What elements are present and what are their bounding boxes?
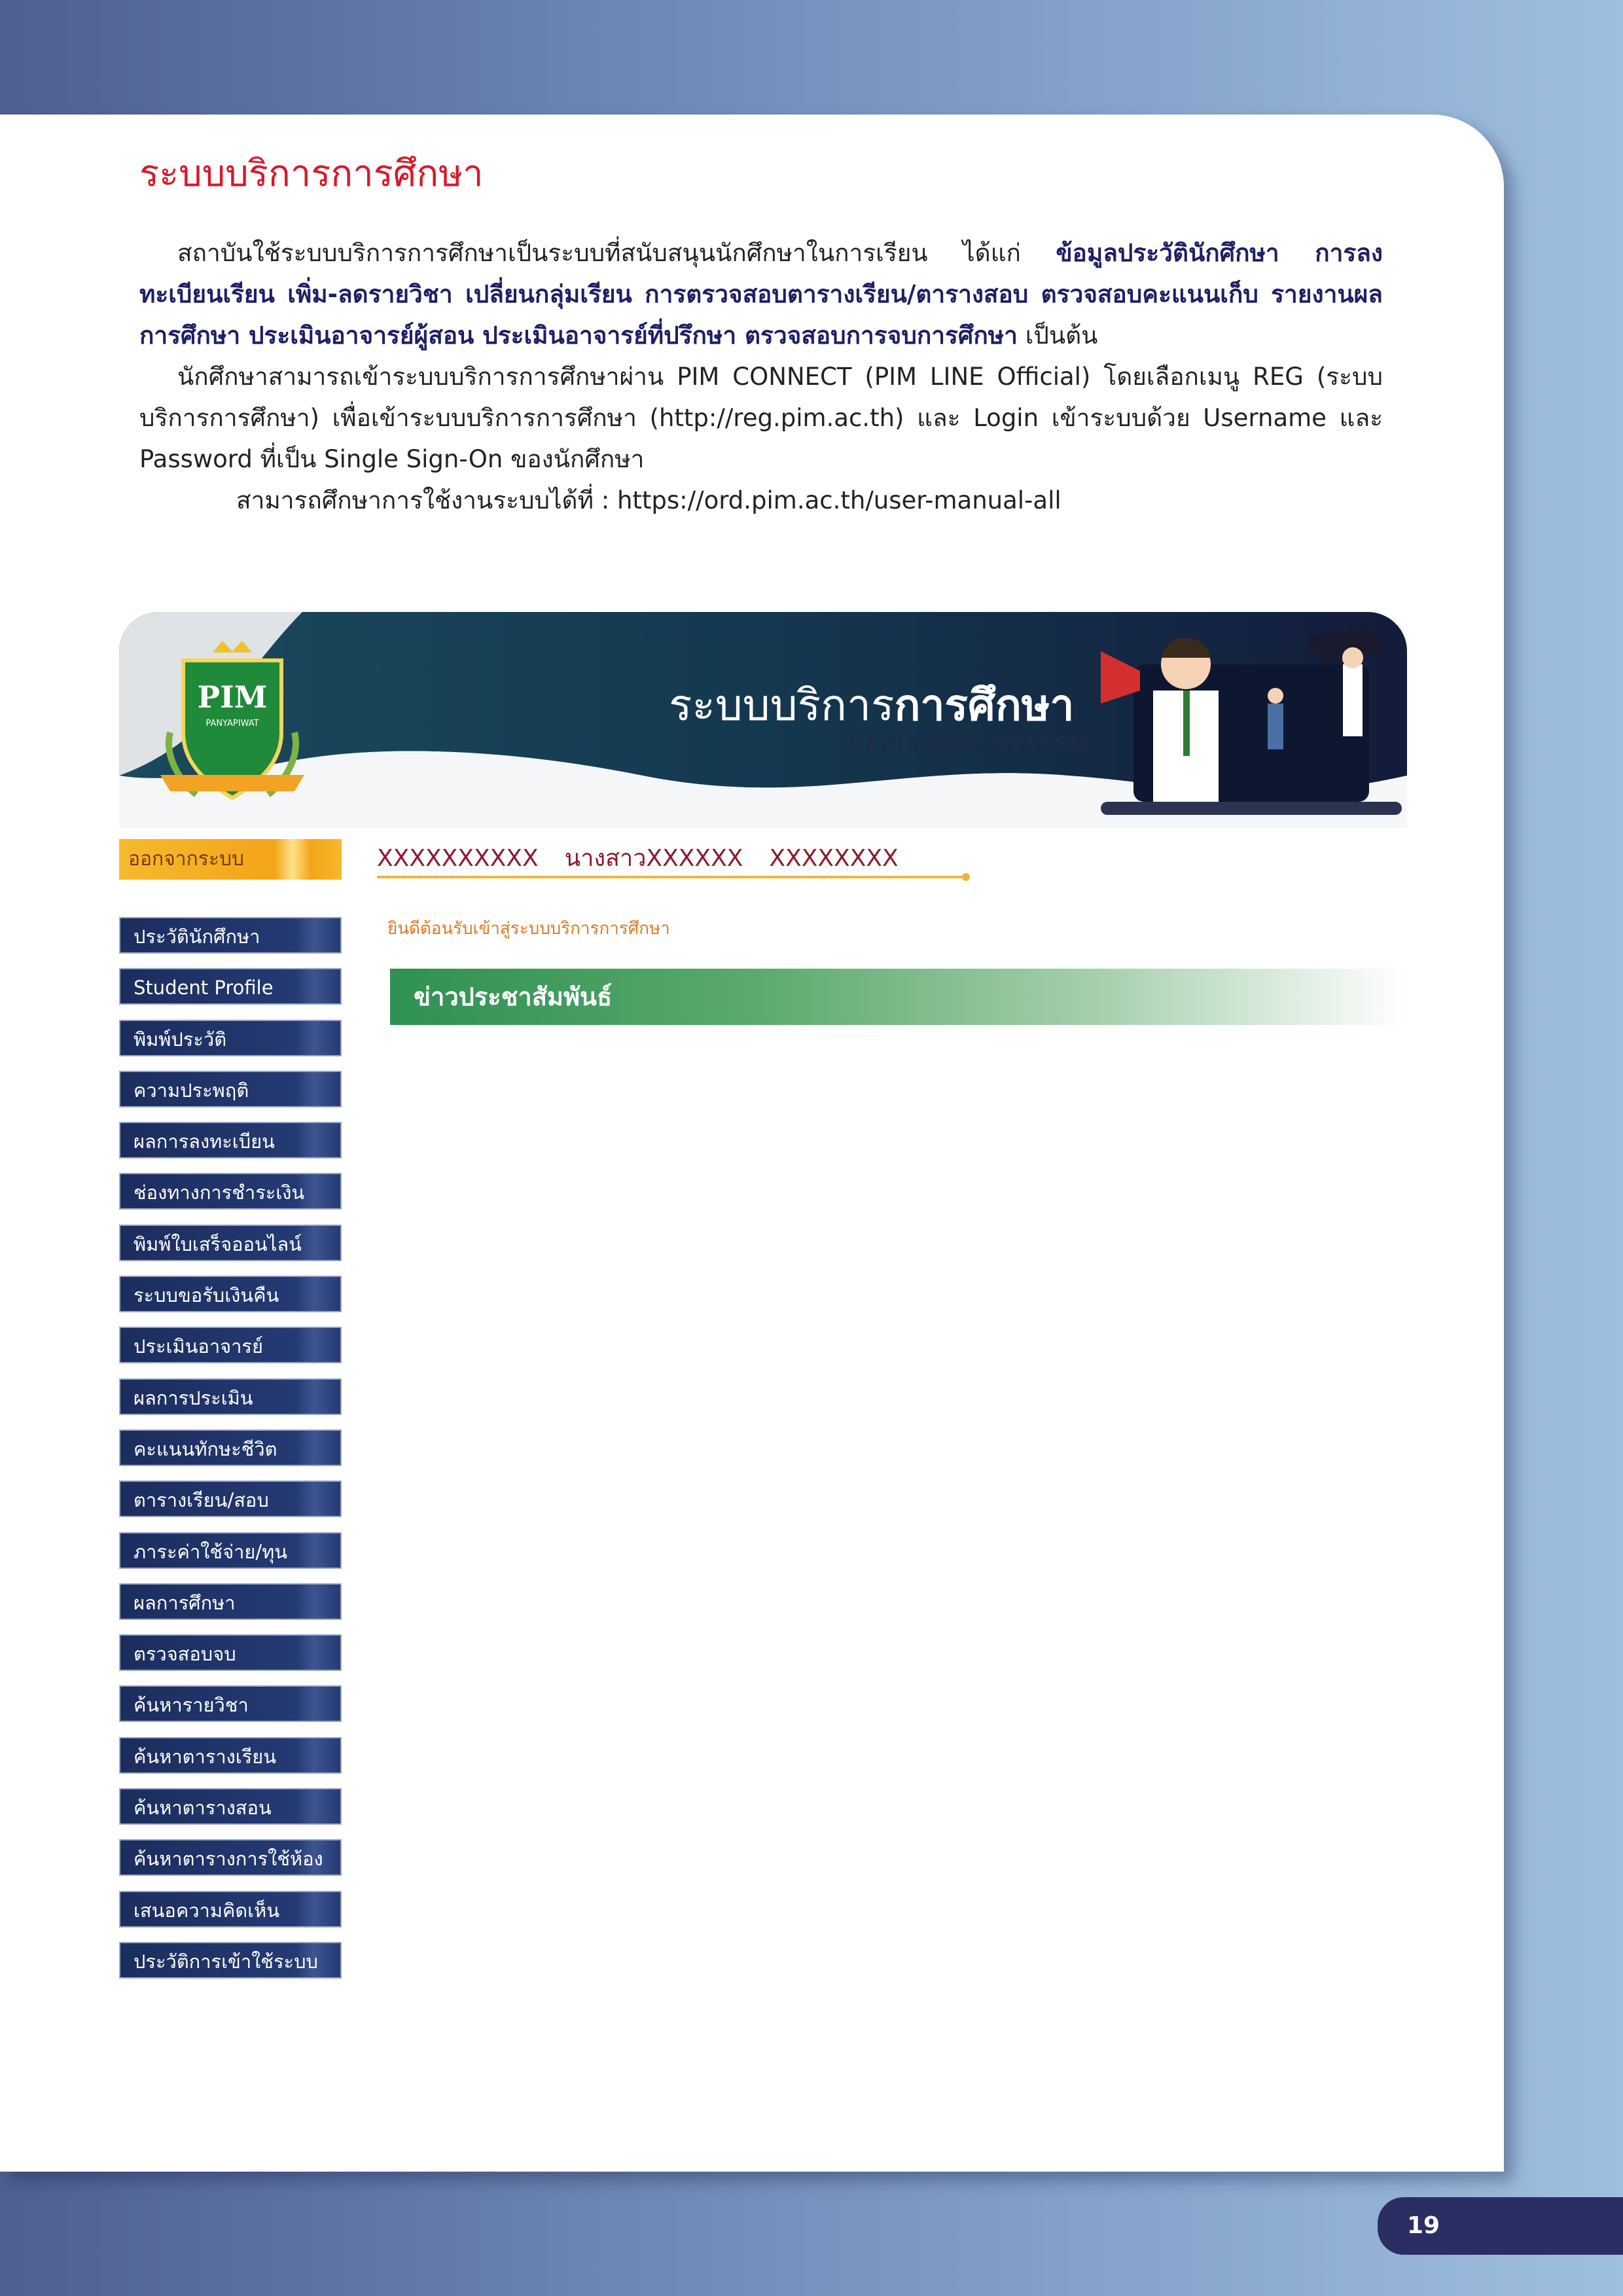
menu-item[interactable]: ความประพฤติ	[119, 1071, 342, 1107]
menu-item[interactable]: ภาระค่าใช้จ่าย/ทุน	[119, 1532, 342, 1569]
intro-paragraph-2: นักศึกษาสามารถเข้าระบบบริการการศึกษาผ่าน PIM CONNECT (PIM LINE Official) โดยเลือกเมนู REG (ระบบบริการการศึกษา) เพื่อเข้าระบบบริการการศึกษา (http://reg.pim.ac.th) และ Login เข้าระบบด้วย Username และ Password ที่เป็น Single Sign-On ของนักศึกษา	[139, 363, 1383, 473]
side-menu	[119, 917, 342, 1993]
menu-item[interactable]: ประเมินอาจารย์	[119, 1327, 342, 1363]
menu-item[interactable]: คะแนนทักษะชีวิต	[119, 1429, 342, 1466]
intro-p1-lead: สถาบันใช้ระบบบริการการศึกษาเป็นระบบที่สนับสนุนนักศึกษาในการเรียน ได้แก่	[177, 239, 1056, 267]
welcome-text: ยินดีต้อนรับเข้าสู่ระบบบริการการศึกษา	[387, 919, 670, 939]
intro-p1-tail: เป็นต้น	[1017, 321, 1098, 350]
mascot-illustration	[1061, 612, 1402, 828]
menu-item[interactable]: เสนอความคิดเห็น	[119, 1891, 342, 1928]
menu-item[interactable]: พิมพ์ประวัติ	[119, 1020, 342, 1056]
menu-item[interactable]: ช่องทางการชำระเงิน	[119, 1173, 342, 1210]
user-extra: XXXXXXXX	[769, 845, 899, 872]
user-name: นางสาวXXXXXX	[564, 845, 743, 872]
menu-item[interactable]: Student Profile	[119, 968, 342, 1005]
intro-p1-bold: ข้อมูลประวัตินักศึกษา การลงทะเบียนเรียน เพิ่ม-ลดรายวิชา เปลี่ยนกลุ่มเรียน การตรวจสอบตารางเรียน/ตารางสอบ ตรวจสอบคะแนนเก็บ รายงานผลการศึกษา ประเมินอาจารย์ผู้สอน ประเมินอาจารย์ที่ปรึกษา ตรวจสอบการจบการศึกษา	[139, 239, 1383, 350]
svg-text:PIM: PIM	[197, 679, 268, 715]
menu-item[interactable]: ค้นหาตารางการใช้ห้อง	[119, 1839, 342, 1876]
underline-dot	[962, 873, 970, 881]
menu-item[interactable]: ผลการประเมิน	[119, 1378, 342, 1415]
menu-item[interactable]: ประวัติการเข้าใช้ระบบ	[119, 1942, 342, 1979]
registrar-banner	[119, 612, 1407, 828]
menu-item[interactable]: ค้นหาตารางเรียน	[119, 1737, 342, 1774]
registrar-screenshot	[119, 612, 1407, 1993]
menu-item[interactable]: ประวัตินักศึกษา	[119, 917, 342, 954]
intro-paragraph-3: สามารถศึกษาการใช้งานระบบได้ที่ : https://ord.pim.ac.th/user-manual-all	[236, 486, 1061, 514]
banner-title	[669, 671, 1074, 740]
menu-item[interactable]: ระบบขอรับเงินคืน	[119, 1276, 342, 1312]
menu-item[interactable]: ผลการลงทะเบียน	[119, 1122, 342, 1158]
page-number: 19	[1407, 2212, 1440, 2239]
menu-item[interactable]: ตารางเรียน/สอบ	[119, 1480, 342, 1517]
menu-item[interactable]: ค้นหารายวิชา	[119, 1685, 342, 1722]
banner-title-bold: การศึกษา	[894, 680, 1075, 730]
banner-subtitle: REGISTRAR SYSTEM	[849, 733, 1091, 756]
news-header: ข่าวประชาสัมพันธ์	[390, 969, 1407, 1025]
intro-text	[139, 232, 1383, 521]
user-id: XXXXXXXXXX	[377, 845, 539, 872]
menu-item[interactable]: ค้นหาตารางสอน	[119, 1788, 342, 1825]
logout-button[interactable]: ออกจากระบบ	[119, 839, 342, 880]
svg-text:PANYAPIWAT: PANYAPIWAT	[205, 719, 259, 728]
section-title: ระบบบริการการศึกษา	[139, 152, 484, 195]
pim-logo	[157, 634, 308, 811]
intro-paragraph-1	[139, 232, 1383, 356]
menu-item[interactable]: พิมพ์ใบเสร็จออนไลน์	[119, 1225, 342, 1261]
user-info-line	[377, 839, 966, 878]
banner-title-normal: ระบบบริการ	[669, 680, 895, 730]
menu-item[interactable]: ตรวจสอบจบ	[119, 1634, 342, 1671]
menu-item[interactable]: ผลการศึกษา	[119, 1583, 342, 1620]
